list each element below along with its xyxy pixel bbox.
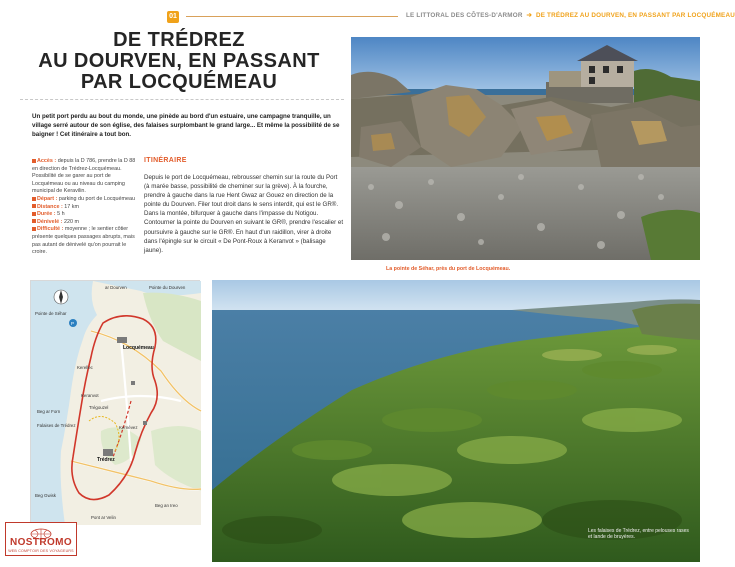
map-label-locquemeau: Locquémeau [123,345,154,351]
article-title [20,30,338,93]
map-label-dourven: ar Dourven [105,285,127,290]
fact-start: Départ : parking du port de Locquémeau [32,196,136,204]
trail-map-illustration [31,281,201,525]
map-label-beg-an-ireo: Beg an Ireo [155,503,178,508]
map-label-pointe-dourven: Pointe du Dourven [149,285,186,290]
title-line: AU DOURVEN, EN PASSANT [38,50,320,72]
info-icon [32,219,36,223]
title-line: DE TRÉDREZ [113,29,245,51]
map-label-pont-ar-velin: Pont ar Velin [91,515,116,520]
coast-photo-illustration [351,37,700,260]
info-icon [32,227,36,231]
info-icon [32,204,36,208]
fact-duration: Durée : 5 h [32,211,136,219]
photo-caption-bottom: Les falaises de Trédrez, entre pelouses rases et lande de bruyères. [588,528,689,540]
map-label-beg-ar-forn: Beg ar Forn [37,409,61,414]
map-label-kerellec: Kerellec [77,365,93,370]
start-marker-icon [69,319,77,327]
map-label-kernevez: Kernévez [119,425,138,430]
nostromo-logo [5,522,77,556]
article-intro: Un petit port perdu au bout du monde, une pinède au bord d'un estuaire, une campagne tranquille, un village serré autour de son église, des falaises surplombant le grand large... Et même la possibilité de se baigner ! Cet itinéraire a tout bon. [32,113,340,138]
running-head-route: DE TRÉDREZ AU DOURVEN, EN PASSANT PAR LOCQUÉMEAU [535,12,735,19]
header-rule [186,16,398,17]
map-label-seher: Pointe de Séhar [35,311,67,316]
fact-access: Accès : depuis la D 786, prendre la D 88 en direction de Trédrez-Locquémeau. Possibilité de se garer au port de Locquémeau ou au niveau du camping municipal de Keravilin. [32,158,136,195]
running-head [406,12,735,19]
itinerary-heading: ITINÉRAIRE [144,157,187,164]
title-line: PAR LOCQUÉMEAU [80,71,278,93]
logo-name: NOSTROMO [9,537,73,548]
info-icon [32,197,36,201]
running-head-section: LE LITTORAL DES CÔTES-D'ARMOR [406,12,523,19]
photo-caption-top: La pointe de Séhar, près du port de Locquémeau. [386,266,511,272]
photo-falaises-de-tredrez [212,280,700,562]
fact-difficulty: Difficulté : moyenne ; le sentier côtier présente quelques passages abrupts, mais pas autant de dénivelé qu'on pourrait le croire. [32,226,135,256]
map-label-tredrez: Trédrez [97,457,115,463]
route-map [30,280,200,524]
photo-pointe-de-sehar [351,37,700,260]
map-label-beg-gwisk: Beg Gwisk [35,493,56,498]
map-label-trégastel: Trégouzel [89,405,109,410]
page-number: 01 [167,11,179,23]
map-label-keranvot: Keranvot [81,393,99,398]
arrow-right-icon: ➔ [526,12,532,19]
title-divider [20,99,344,100]
itinerary-text: Depuis le port de Locquémeau, rebrousser chemin sur la route du Port (à marée basse, possibilité de cheminer sur la grève). À la fourche, prendre à gauche dans la rue Hent Gwaz ar Gouez en direction de la pointe du Dourven. Filer tout droit dans le sens interdit, qui est le GR®. Dans la montée, bifurquer à gauche dans l'impasse du Notigou. Contourner la pointe du Dourven en suivant le GR®, prendre l'escalier et poursuivre à gauche sur le GR®. En haut d'un raidillon, virer à droite dans l'épingle sur le circuit « De Pont-Roux à Keranvot » (balisage jaune). [144,174,344,254]
map-label-falaises: Falaises de Trédrez [37,423,76,428]
cliff-photo-illustration [212,280,700,562]
info-icon [32,159,36,163]
fact-elevation: Dénivelé : 220 m [32,219,136,227]
fact-distance: Distance : 17 km [32,204,136,212]
logo-tagline: WEB COMPTOIR DES VOYAGEURS [8,549,74,553]
svg-text:P: P [71,321,75,326]
info-icon [32,212,36,216]
practical-info [32,158,136,257]
compass-icon [54,290,68,304]
